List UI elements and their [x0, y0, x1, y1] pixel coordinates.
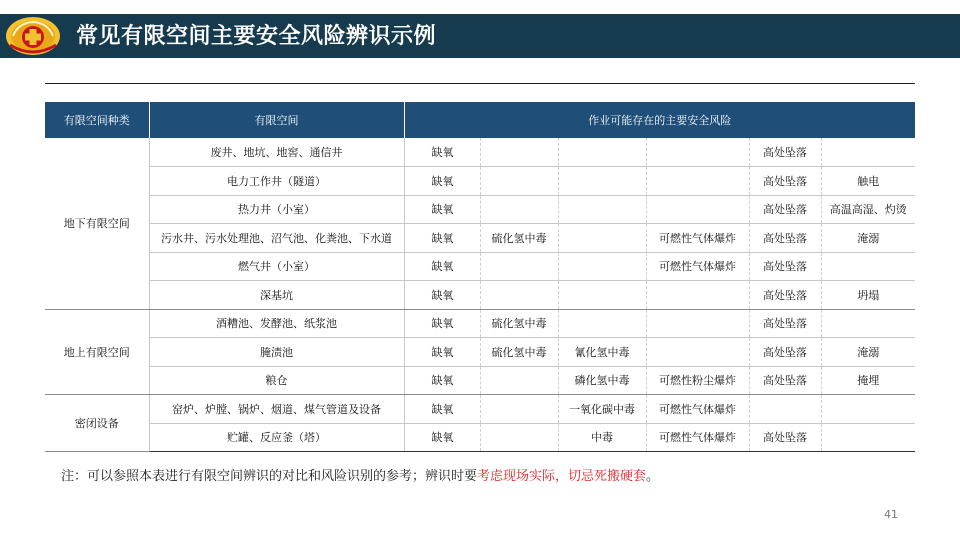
page-title: 常见有限空间主要安全风险辨识示例 — [76, 24, 437, 49]
risk-cell: 高处坠落 — [749, 423, 821, 452]
table-row — [45, 138, 915, 167]
risk-cell: 高处坠落 — [749, 138, 821, 167]
column-header-category: 有限空间种类 — [45, 102, 149, 138]
table-header-row — [45, 102, 915, 138]
space-cell: 燃气井（小室） — [149, 252, 404, 281]
risk-cell: 可燃性气体爆炸 — [646, 395, 749, 424]
table-row — [45, 423, 915, 452]
risk-cell: 氰化氢中毒 — [558, 338, 646, 367]
table-row — [45, 309, 915, 338]
table-row — [45, 224, 915, 253]
risk-cell: 硫化氢中毒 — [480, 224, 558, 253]
risk-cell — [821, 252, 915, 281]
risk-cell: 缺氧 — [404, 395, 480, 424]
risk-cell: 高处坠落 — [749, 224, 821, 253]
risk-cell: 缺氧 — [404, 309, 480, 338]
risk-cell — [480, 366, 558, 395]
risk-cell: 高处坠落 — [749, 281, 821, 310]
category-cell: 地下有限空间 — [45, 138, 149, 309]
risk-cell — [480, 395, 558, 424]
category-cell: 地上有限空间 — [45, 309, 149, 395]
risk-cell: 缺氧 — [404, 281, 480, 310]
table-row — [45, 395, 915, 424]
risk-cell: 淹溺 — [821, 338, 915, 367]
space-cell: 粮仓 — [149, 366, 404, 395]
footnote — [61, 465, 659, 484]
risk-cell: 一氧化碳中毒 — [558, 395, 646, 424]
risk-cell: 磷化氢中毒 — [558, 366, 646, 395]
risk-cell: 缺氧 — [404, 252, 480, 281]
risk-cell: 可燃性粉尘爆炸 — [646, 366, 749, 395]
risk-cell — [480, 195, 558, 224]
table-row — [45, 252, 915, 281]
risk-cell: 高处坠落 — [749, 167, 821, 196]
risk-cell — [558, 224, 646, 253]
risk-cell — [646, 309, 749, 338]
footnote-text: 注：可以参照本表进行有限空间辨识的对比和风险识别的参考；辨识时要 — [61, 469, 478, 484]
risk-cell — [480, 167, 558, 196]
risk-cell — [558, 167, 646, 196]
risk-cell: 可燃性气体爆炸 — [646, 423, 749, 452]
page-number: 41 — [884, 508, 898, 521]
risk-cell: 硫化氢中毒 — [480, 309, 558, 338]
risk-cell — [821, 423, 915, 452]
risk-cell: 高处坠落 — [749, 252, 821, 281]
risk-cell: 缺氧 — [404, 167, 480, 196]
risk-cell — [646, 195, 749, 224]
risk-cell: 缺氧 — [404, 366, 480, 395]
risk-cell — [646, 167, 749, 196]
space-cell: 窑炉、炉膛、锅炉、烟道、煤气管道及设备 — [149, 395, 404, 424]
risk-cell — [821, 309, 915, 338]
risk-cell: 高处坠落 — [749, 309, 821, 338]
risk-cell: 可燃性气体爆炸 — [646, 224, 749, 253]
risk-cell — [558, 309, 646, 338]
risk-cell: 高温高湿、灼烫 — [821, 195, 915, 224]
column-header-risks: 作业可能存在的主要安全风险 — [404, 102, 915, 138]
risk-cell: 缺氧 — [404, 423, 480, 452]
table-row — [45, 167, 915, 196]
table-row — [45, 366, 915, 395]
risk-table — [45, 102, 915, 452]
space-cell: 废井、地坑、地窖、通信井 — [149, 138, 404, 167]
risk-cell: 高处坠落 — [749, 195, 821, 224]
risk-cell — [558, 281, 646, 310]
footnote-end: 。 — [646, 469, 660, 484]
space-cell: 腌渍池 — [149, 338, 404, 367]
risk-cell: 坍塌 — [821, 281, 915, 310]
risk-cell: 高处坠落 — [749, 338, 821, 367]
risk-cell: 缺氧 — [404, 195, 480, 224]
risk-cell — [480, 281, 558, 310]
risk-cell: 触电 — [821, 167, 915, 196]
space-cell: 酒糟池、发酵池、纸浆池 — [149, 309, 404, 338]
risk-cell — [480, 252, 558, 281]
risk-cell: 缺氧 — [404, 338, 480, 367]
risk-cell — [480, 423, 558, 452]
risk-cell: 掩埋 — [821, 366, 915, 395]
table-row — [45, 281, 915, 310]
risk-cell — [558, 138, 646, 167]
risk-cell — [646, 281, 749, 310]
risk-cell — [646, 338, 749, 367]
risk-cell: 硫化氢中毒 — [480, 338, 558, 367]
risk-cell — [749, 395, 821, 424]
risk-cell — [558, 252, 646, 281]
risk-cell — [821, 138, 915, 167]
space-cell: 贮罐、反应釜（塔） — [149, 423, 404, 452]
footnote-highlight: 考虑现场实际，切忌死搬硬套 — [477, 469, 647, 484]
risk-cell — [480, 138, 558, 167]
risk-cell — [646, 138, 749, 167]
risk-cell: 缺氧 — [404, 138, 480, 167]
title-divider — [45, 83, 915, 84]
risk-cell: 可燃性气体爆炸 — [646, 252, 749, 281]
risk-cell: 高处坠落 — [749, 366, 821, 395]
space-cell: 热力井（小室） — [149, 195, 404, 224]
risk-cell: 中毒 — [558, 423, 646, 452]
column-header-space: 有限空间 — [149, 102, 404, 138]
table-row — [45, 338, 915, 367]
risk-cell: 缺氧 — [404, 224, 480, 253]
work-safety-emblem-icon — [4, 15, 62, 57]
table-row — [45, 195, 915, 224]
risk-cell — [558, 195, 646, 224]
risk-cell: 淹溺 — [821, 224, 915, 253]
space-cell: 污水井、污水处理池、沼气池、化粪池、下水道 — [149, 224, 404, 253]
risk-cell — [821, 395, 915, 424]
space-cell: 深基坑 — [149, 281, 404, 310]
space-cell: 电力工作井（隧道） — [149, 167, 404, 196]
category-cell: 密闭设备 — [45, 395, 149, 452]
